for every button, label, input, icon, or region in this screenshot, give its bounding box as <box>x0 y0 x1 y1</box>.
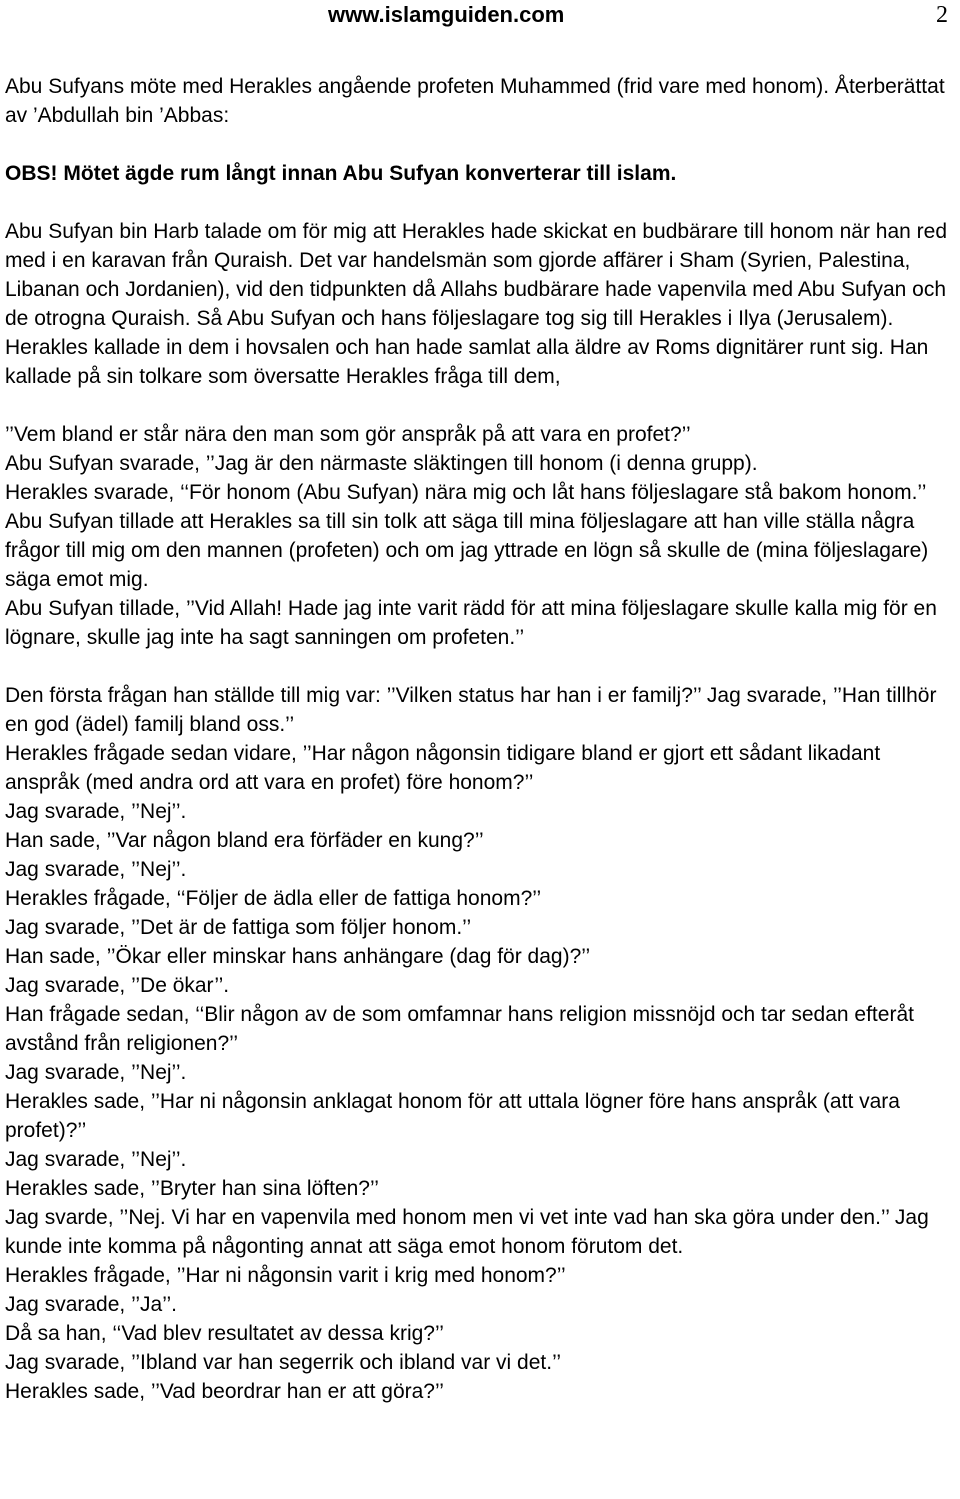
page-number: 2 <box>936 2 948 28</box>
dialogue-line: Herakles sade, ’’Har ni någonsin anklagat honom för att uttala lögner före hans anspråk (att vara profet)?’’ <box>5 1090 900 1142</box>
exchange-line: Herakles svarade, ‘‘För honom (Abu Sufyan) nära mig och låt hans följeslagare stå bakom honom.’’ <box>5 481 927 504</box>
dialogue-line: Jag svarade, ’’Nej’’. <box>5 800 187 823</box>
dialogue-line: Herakles sade, ’’Vad beordrar han er att göra?’’ <box>5 1380 444 1403</box>
dialogue-line: Jag svarade, ’’Nej’’. <box>5 1148 187 1171</box>
dialogue-line: Han sade, ’’Ökar eller minskar hans anhängare (dag för dag)?’’ <box>5 945 591 968</box>
exchange-line: Abu Sufyan svarade, ’’Jag är den närmaste släktingen till honom (i denna grupp). <box>5 452 758 475</box>
dialogue-line: Jag svarade, ’’Ibland var han segerrik och ibland var vi det.’’ <box>5 1351 562 1374</box>
spacer <box>5 391 955 420</box>
dialogue-line: Jag svarade, ’’De ökar’’. <box>5 974 230 997</box>
site-url[interactable]: www.islamguiden.com <box>328 2 565 27</box>
dialogue-line: Herakles frågade, ’’Har ni någonsin varit i krig med honom?’’ <box>5 1264 566 1287</box>
document-body <box>5 72 955 1406</box>
exchange-line: Abu Sufyan tillade, ’’Vid Allah! Hade jag inte varit rädd för att mina följeslagare skulle kalla mig för en lögnare, skulle jag inte ha sagt sanningen om profeten.’’ <box>5 597 937 649</box>
dialogue-line: Jag svarade, ’’Ja’’. <box>5 1293 177 1316</box>
dialogue-line: Jag svarde, ’’Nej. Vi har en vapenvila med honom men vi vet inte vad han ska göra under den.’’ Jag kunde inte komma på någonting annat att säga emot honom förutom det. <box>5 1206 929 1258</box>
page-header <box>0 0 960 30</box>
spacer <box>5 652 955 681</box>
dialogue-line: Han sade, ’’Var någon bland era förfäder en kung?’’ <box>5 829 484 852</box>
spacer <box>5 188 955 217</box>
dialogue-line: Då sa han, ‘‘Vad blev resultatet av dessa krig?’’ <box>5 1322 444 1345</box>
exchange-line: ’’Vem bland er står nära den man som gör anspråk på att vara en profet?’’ <box>5 423 691 446</box>
dialogue-line: Jag svarade, ’’Nej’’. <box>5 1061 187 1084</box>
narrative-paragraph: Abu Sufyan bin Harb talade om för mig att Herakles hade skickat en budbärare till honom när han red med i en karavan från Quraish. Det var handelsmän som gjorde affärer i Sham (Syrien, Palestina, Libanan och Jordanien), vid den tidpunkten då Allahs budbärare hade vapenvila med Abu Sufyan och de otrogna Quraish. Så Abu Sufyan och hans följeslagare tog sig till Herakles i Ilya (Jerusalem). Herakles kallade in dem i hovsalen och han hade samlat alla äldre av Roms dignitärer runt sig. Han kallade på sin tolkare som översatte Herakles fråga till dem, <box>5 220 948 388</box>
exchange-line: Abu Sufyan tillade att Herakles sa till sin tolk att säga till mina följeslagare att han ville ställa några frågor till mig om den mannen (profeten) och om jag yttrade en lögn så skulle de (mina följeslagare) säga emot mig. <box>5 510 929 591</box>
dialogue-line: Jag svarade, ’’Det är de fattiga som följer honom.’’ <box>5 916 472 939</box>
note: OBS! Mötet ägde rum långt innan Abu Sufyan konverterar till islam. <box>5 162 677 185</box>
dialogue-line: Jag svarade, ’’Nej’’. <box>5 858 187 881</box>
spacer <box>5 130 955 159</box>
dialogue-line: Han frågade sedan, ‘‘Blir någon av de som omfamnar hans religion missnöjd och tar sedan efteråt avstånd från religionen?’’ <box>5 1003 914 1055</box>
dialogue-line: Herakles frågade, ‘‘Följer de ädla eller de fattiga honom?’’ <box>5 887 542 910</box>
dialogue-line: Herakles sade, ’’Bryter han sina löften?’’ <box>5 1177 379 1200</box>
dialogue-line: Den första frågan han ställde till mig var: ’’Vilken status har han i er familj?’’ Jag svarade, ’’Han tillhör en god (ädel) familj bland oss.’’ <box>5 684 937 736</box>
intro-title: Abu Sufyans möte med Herakles angående profeten Muhammed (frid vare med honom). Återberättat av ’Abdullah bin ’Abbas: <box>5 75 945 127</box>
dialogue-line: Herakles frågade sedan vidare, ’’Har någon någonsin tidigare bland er gjort ett sådant likadant anspråk (med andra ord att vara en profet) före honom?’’ <box>5 742 881 794</box>
